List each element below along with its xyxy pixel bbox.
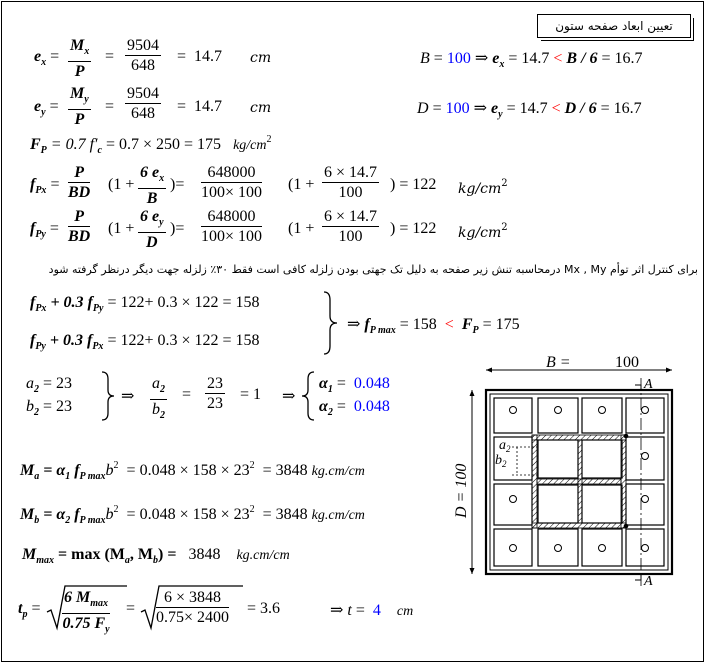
alpha2-value: $\alpha_2 = 0.048$ <box>319 398 390 418</box>
ey-lhs: $e_y$ = <box>34 98 59 118</box>
a2-value: $a_2 = 23$ <box>26 375 73 395</box>
fpy-frac1: $\frac{P}{BD}$ <box>68 208 91 245</box>
section-title: تعیین ابعاد صفحه ستون <box>537 14 691 38</box>
svg-text:a2: $a_2$ <box>499 438 511 454</box>
fpx-result: ) = 122 <box>390 176 437 193</box>
combo-result: ⇒ $f_{P max} = 158 < F_P = 175$ <box>347 316 520 336</box>
ex-unit: cm <box>250 50 272 66</box>
t-final: ⇒ t = 4 cm <box>330 602 414 619</box>
page: تعیین ابعاد صفحه ستون $e_x$ = $\frac{M_x}{P}$ = $\frac{9504}{648}$ = 14.7 cm B = 100 ⇒ $e_x = 14.7 < B / 6 = 16.7$ $e_y$ = $\frac{M_y}{P}$ = $\frac{9504}{648}$ = 14.7 cm D = 100 ⇒ $e_y = 14.7 < D / 6 = 16.7$ $F_P = 0.7$ $f'_c = 0.7 \times 250 = 175$ $kg/cm^2$ $f_{Px}$ = $\frac{P}{BD}$ (1 + $\frac{6 e_x}{B}$ )= $\frac{648000}{100\times 100}$ (1 + $\frac{6 \times 14.7}{100}$ ) = 122 $kg/cm^2$ $f_{Py}$ = $\frac{P}{BD}$ (1 + $\frac{6 e_y}{D}$ )= $\frac{648000}{100\times 100}$ (1 + $\frac{6 \times 14.7}{100}$ ) = 122 $kg/cm^2$ برای کنترل اثر توأم Mx , My درمحاسبه تنش زیر صفحه به دلیل تک جهتی بودن زلزله کافی است فقط ۳۰٪ زلزله جهت دیگر درنظر گرفته شود $f_{Px} + 0.3$ $f_{Py} = 122+ 0.3 \times 122 = 158$ $f_{Py} + 0.3$ $f_{Px} = 122+ 0.3 \times 122 = 158$ ⇒ $f_{P max} = 158 < F_P = 175$ $a_2 = 23$ $b_2 = 23$ ⇒ $\frac{a_2}{b_2}$ = $\frac{23}{23}$ = 1 ⇒ $\alpha_1 = 0.048$ $\alpha_2 = 0.048$ $M_a = \alpha_1$ $f_{P max}b^2 = 0.048 \times 158 \times 23^2 = 3848$ kg.cm/cm $M_b = \alpha_2$ $f_{P max}b^2 = 0.048 \times 158 \times 23^2 = 3848$ kg.cm/cm $M_{max} = \max (M_a$, $M_b$) = 3848 kg.cm/cm $t_p$ = 6 $M_{max}$ 0.75 $F_y$ = $\frac{6 \times 3848}{0.75\times 2400}$ = 3.6 ⇒ t = 4 cm B = 100 D = 100 $a_2$ $b_2$ A A <box>1 1 704 662</box>
tp-frac1: 6 $M_{max}$ 0.75 $F_y$ <box>62 589 110 635</box>
fpx-lhs: $f_{Px}$ = <box>30 176 60 196</box>
ex-frac1: $\frac{M_x}{P}$ <box>70 37 90 80</box>
fpx-frac1: $\frac{P}{BD}$ <box>68 164 91 201</box>
svg-text:100: 100 <box>615 354 639 371</box>
svg-text:D = 100: D = 100 <box>453 463 470 518</box>
fpx-frac4: $\frac{6 \times 14.7}{100}$ <box>324 164 378 201</box>
combined-effect-note: برای کنترل اثر توأم Mx , My درمحاسبه تنش زیر صفحه به دلیل تک جهتی بودن زلزله کافی است فقط ۳۰٪ زلزله جهت دیگر درنظر گرفته شود <box>48 263 698 276</box>
ex-frac2: $\frac{9504}{648}$ <box>127 37 159 74</box>
fpy-lhs: $f_{Py}$ = <box>30 220 59 240</box>
ex-lhs: $e_x$ = <box>34 48 60 68</box>
b2-value: $b_2 = 23$ <box>26 398 73 418</box>
right-brace-combo <box>320 290 342 356</box>
fpx-frac2: $\frac{6 e_x}{B}$ <box>140 164 165 207</box>
fpx-frac3: $\frac{648000}{100\times 100}$ <box>201 164 263 201</box>
ey-result: 14.7 <box>194 98 223 115</box>
ex-check: B = 100 ⇒ $e_x = 14.7 < B / 6 = 16.7$ <box>420 50 643 70</box>
mb-row: $M_b = \alpha_2$ $f_{P max}b^2 = 0.048 \times 158 \times 23^2 = 3848$ kg.cm/cm <box>20 504 365 526</box>
fpy-frac4: $\frac{6 \times 14.7}{100}$ <box>324 208 378 245</box>
fpx-unit: $kg/cm^2$ <box>458 178 508 197</box>
svg-text:B =: B = <box>546 354 571 371</box>
svg-text:A: A <box>644 377 653 392</box>
fpy-result: ) = 122 <box>390 220 437 237</box>
ey-unit: cm <box>250 100 272 116</box>
svg-text:b2: $b_2$ <box>495 453 507 469</box>
column-section <box>532 435 626 528</box>
tp-result: = 3.6 <box>247 600 281 617</box>
ey-frac2: $\frac{9504}{648}$ <box>127 85 159 122</box>
ab-ratio-symbolic: $\frac{a_2}{b_2}$ <box>152 375 165 421</box>
ma-row: $M_a = \alpha_1$ $f_{P max}b^2 = 0.048 \times 158 \times 23^2 = 3848$ kg.cm/cm <box>20 460 365 482</box>
left-brace-alpha <box>299 370 317 422</box>
alpha1-value: $\alpha_1 = 0.048$ <box>319 375 390 395</box>
fpy-frac2: $\frac{6 e_y}{D}$ <box>140 208 164 251</box>
tp-lhs: $t_p$ = <box>18 600 41 620</box>
svg-text:A: A <box>644 574 653 589</box>
combo-row2: $f_{Py} + 0.3$ $f_{Px} = 122+ 0.3 \times 122 = 158$ <box>30 332 260 352</box>
base-plate-diagram <box>442 352 702 592</box>
ey-frac1: $\frac{M_y}{P}$ <box>70 85 89 128</box>
fpy-unit: $kg/cm^2$ <box>458 222 508 241</box>
right-brace-ab <box>99 370 119 422</box>
combo-row1: $f_{Px} + 0.3$ $f_{Py} = 122+ 0.3 \times 122 = 158$ <box>30 294 260 314</box>
fp-row: $F_P = 0.7$ $f'_c = 0.7 \times 250 = 175$ $kg/cm^2$ <box>30 134 272 156</box>
b-dimension <box>486 354 672 373</box>
mmax-row: $M_{max} = \max (M_a$, $M_b$) = 3848 kg.cm/cm <box>22 546 290 566</box>
d-dimension <box>453 390 475 574</box>
ey-check: D = 100 ⇒ $e_y = 14.7 < D / 6 = 16.7$ <box>417 100 642 120</box>
ab-ratio-values: $\frac{23}{23}$ <box>207 375 223 412</box>
section-line-a <box>635 377 653 589</box>
tp-frac2: $\frac{6 \times 3848}{0.75\times 2400}$ <box>156 589 230 626</box>
fpy-frac3: $\frac{648000}{100\times 100}$ <box>201 208 263 245</box>
ex-result: 14.7 <box>194 48 223 65</box>
